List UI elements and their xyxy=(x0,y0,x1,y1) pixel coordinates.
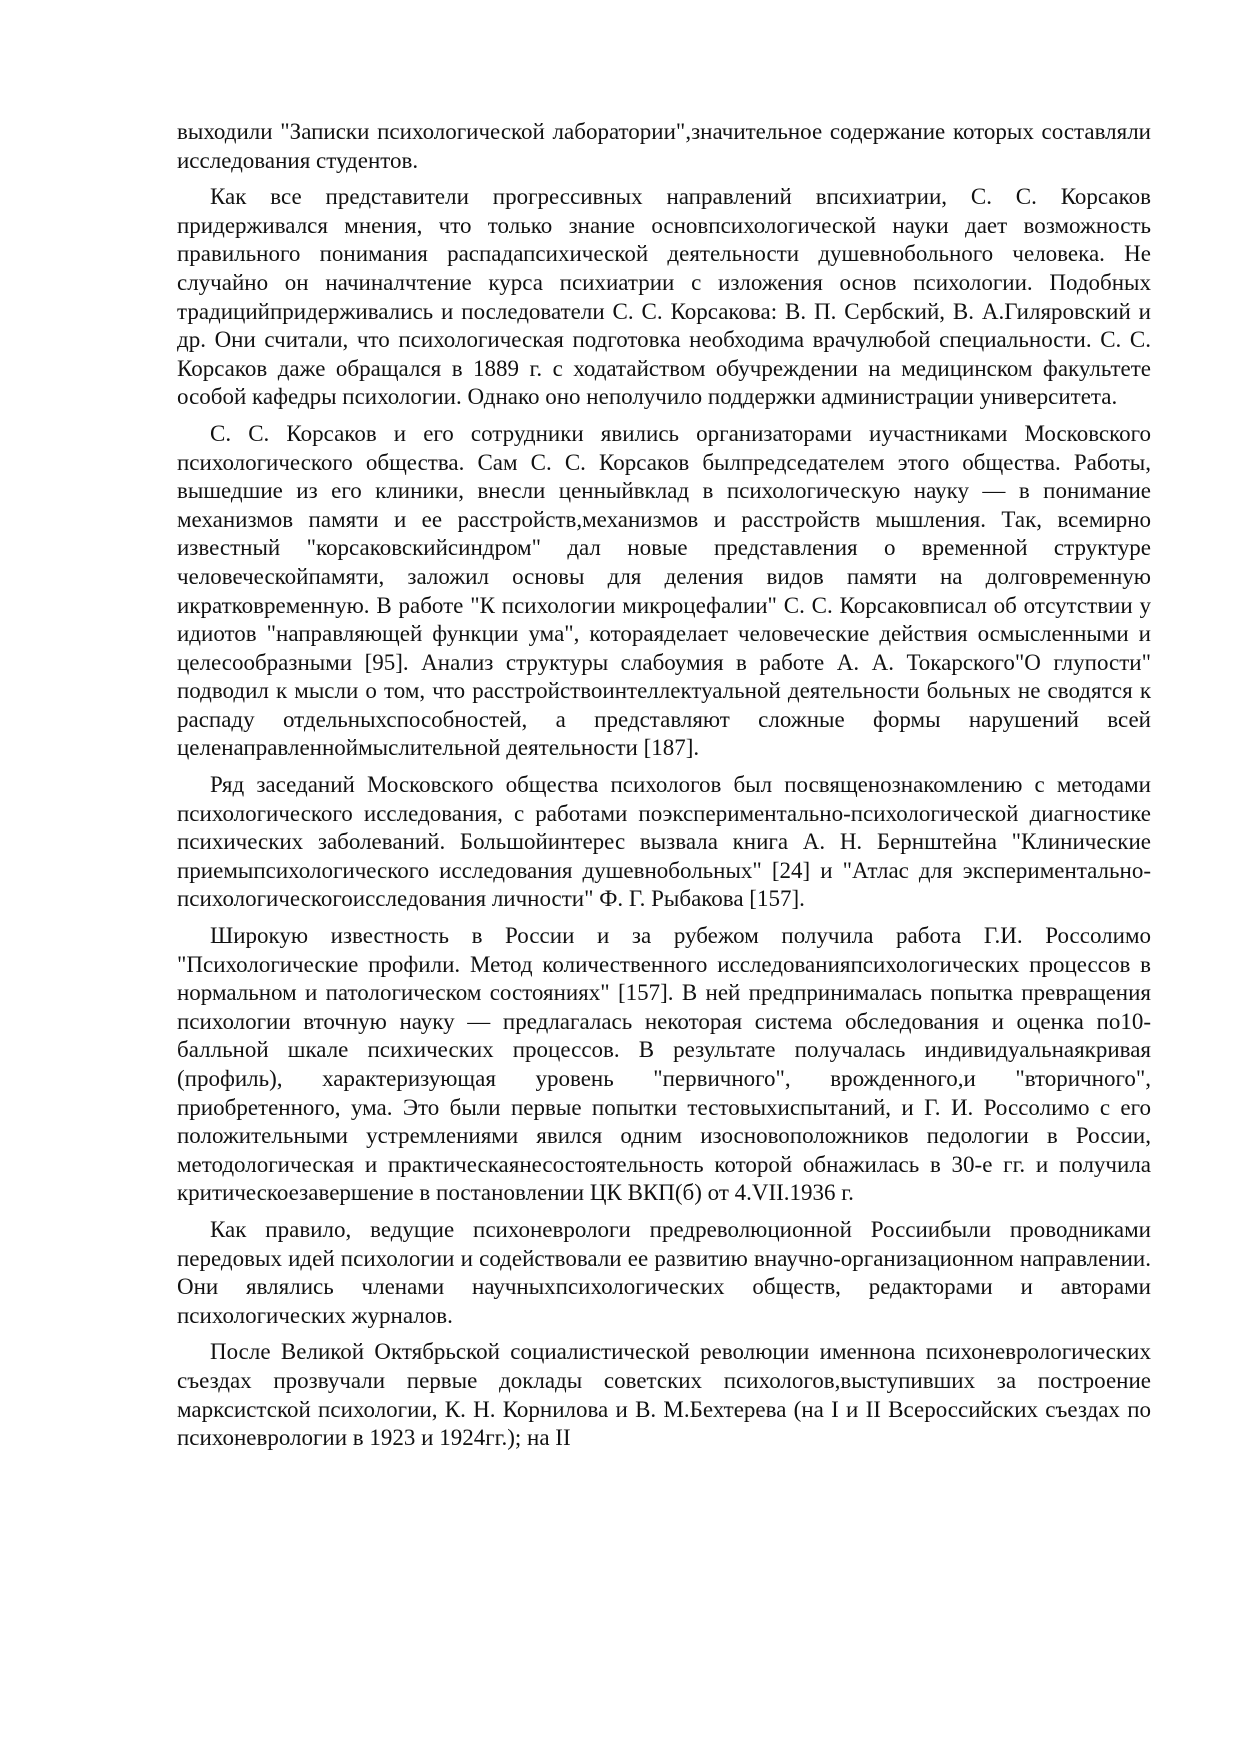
paragraph-6: Как правило, ведущие психоневрологи предреволюционной Россиибыли проводниками передовых идей психологии и содействовали ее развитию внаучно-организационном направлении. Они являлись членами научныхпсихологических обществ, редакторами и авторами психологических журналов. xyxy=(177,1216,1151,1328)
paragraph-4: Ряд заседаний Московского общества психологов был посвященознакомлению с методами психологического исследования, с работами поэкспериментально-психологической диагностике психических заболеваний. Большойинтерес вызвала книга А. Н. Бернштейна "Клинические приемыпсихологического исследования душевнобольных" [24] и "Атлас для экспериментально- психологическогоисследования личности" Ф. Г. Рыбакова [157]. xyxy=(177,772,1151,912)
paragraph-3: С. С. Корсаков и его сотрудники явились организаторами иучастниками Московского психологического общества. Сам С. С. Корсаков былпредседателем этого общества. Работы, вышедшие из его клиники, внесли ценныйвклад в психологическую науку — в понимание механизмов памяти и ее расстройств,механизмов и расстройств мышления. Так, всемирно известный "корсаковскийсиндром" дал новые представления о временной структуре человеческойпамяти, заложил основы для деления видов памяти на долговременную икратковременную. В работе "К психологии микроцефалии" С. С. Корсаковписал об отсутствии у идиотов "направляющей функции ума", котораяделает человеческие действия осмысленными и целесообразными [95]. Анализ структуры слабоумия в работе А. А. Токарского"О глупости" подводил к мысли о том, что расстройствоинтеллектуальной деятельности больных не сводятся к распаду отдельныхспособностей, а представляют сложные формы нарушений всей целенаправленноймыслительной деятельности [187]. xyxy=(177,420,1151,761)
document-page xyxy=(177,118,1151,1461)
paragraph-7: После Великой Октябрьской социалистической революции именнона психоневрологических съездах прозвучали первые доклады советских психологов,выступивших за построение марксистской психологии, К. Н. Корнилова и В. М.Бехтерева (на I и II Всероссийских съездах по психоневрологии в 1923 и 1924гг.); на II xyxy=(177,1339,1151,1451)
paragraph-2: Как все представители прогрессивных направлений впсихиатрии, С. С. Корсаков придерживался мнения, что только знание основпсихологической науки дает возможность правильного понимания распадапсихической деятельности душевнобольного человека. Не случайно он начиналчтение курса психиатрии с изложения основ психологии. Подобных традицийпридерживались и последователи С. С. Корсакова: В. П. Сербский, В. А.Гиляровский и др. Они считали, что психологическая подготовка необходима врачулюбой специальности. С. С. Корсаков даже обращался в 1889 г. с ходатайством обучреждении на медицинском факультете особой кафедры психологии. Однако оно неполучило поддержки администрации университета. xyxy=(177,184,1151,410)
paragraph-5: Широкую известность в России и за рубежом получила работа Г.И. Россолимо "Психологические профили. Метод количественного исследованияпсихологических процессов в нормальном и патологическом состояниях" [157]. В ней предпринималась попытка превращения психологии вточную науку — предлагалась некоторая система обследования и оценка по10-балльной шкале психических процессов. В результате получалась индивидуальнаякривая (профиль), характеризующая уровень "первичного", врожденного,и "вторичного", приобретенного, ума. Это были первые попытки тестовыхиспытаний, и Г. И. Россолимо с его положительными устремлениями явился одним изосновоположников педологии в России, методологическая и практическаянесостоятельность которой обнажилась в 30-е гг. и получила критическоезавершение в постановлении ЦК ВКП(б) от 4.VII.1936 г. xyxy=(177,923,1151,1206)
paragraph-1: выходили "Записки психологической лаборатории",значительное содержание которых составляли исследования студентов. xyxy=(177,119,1151,173)
